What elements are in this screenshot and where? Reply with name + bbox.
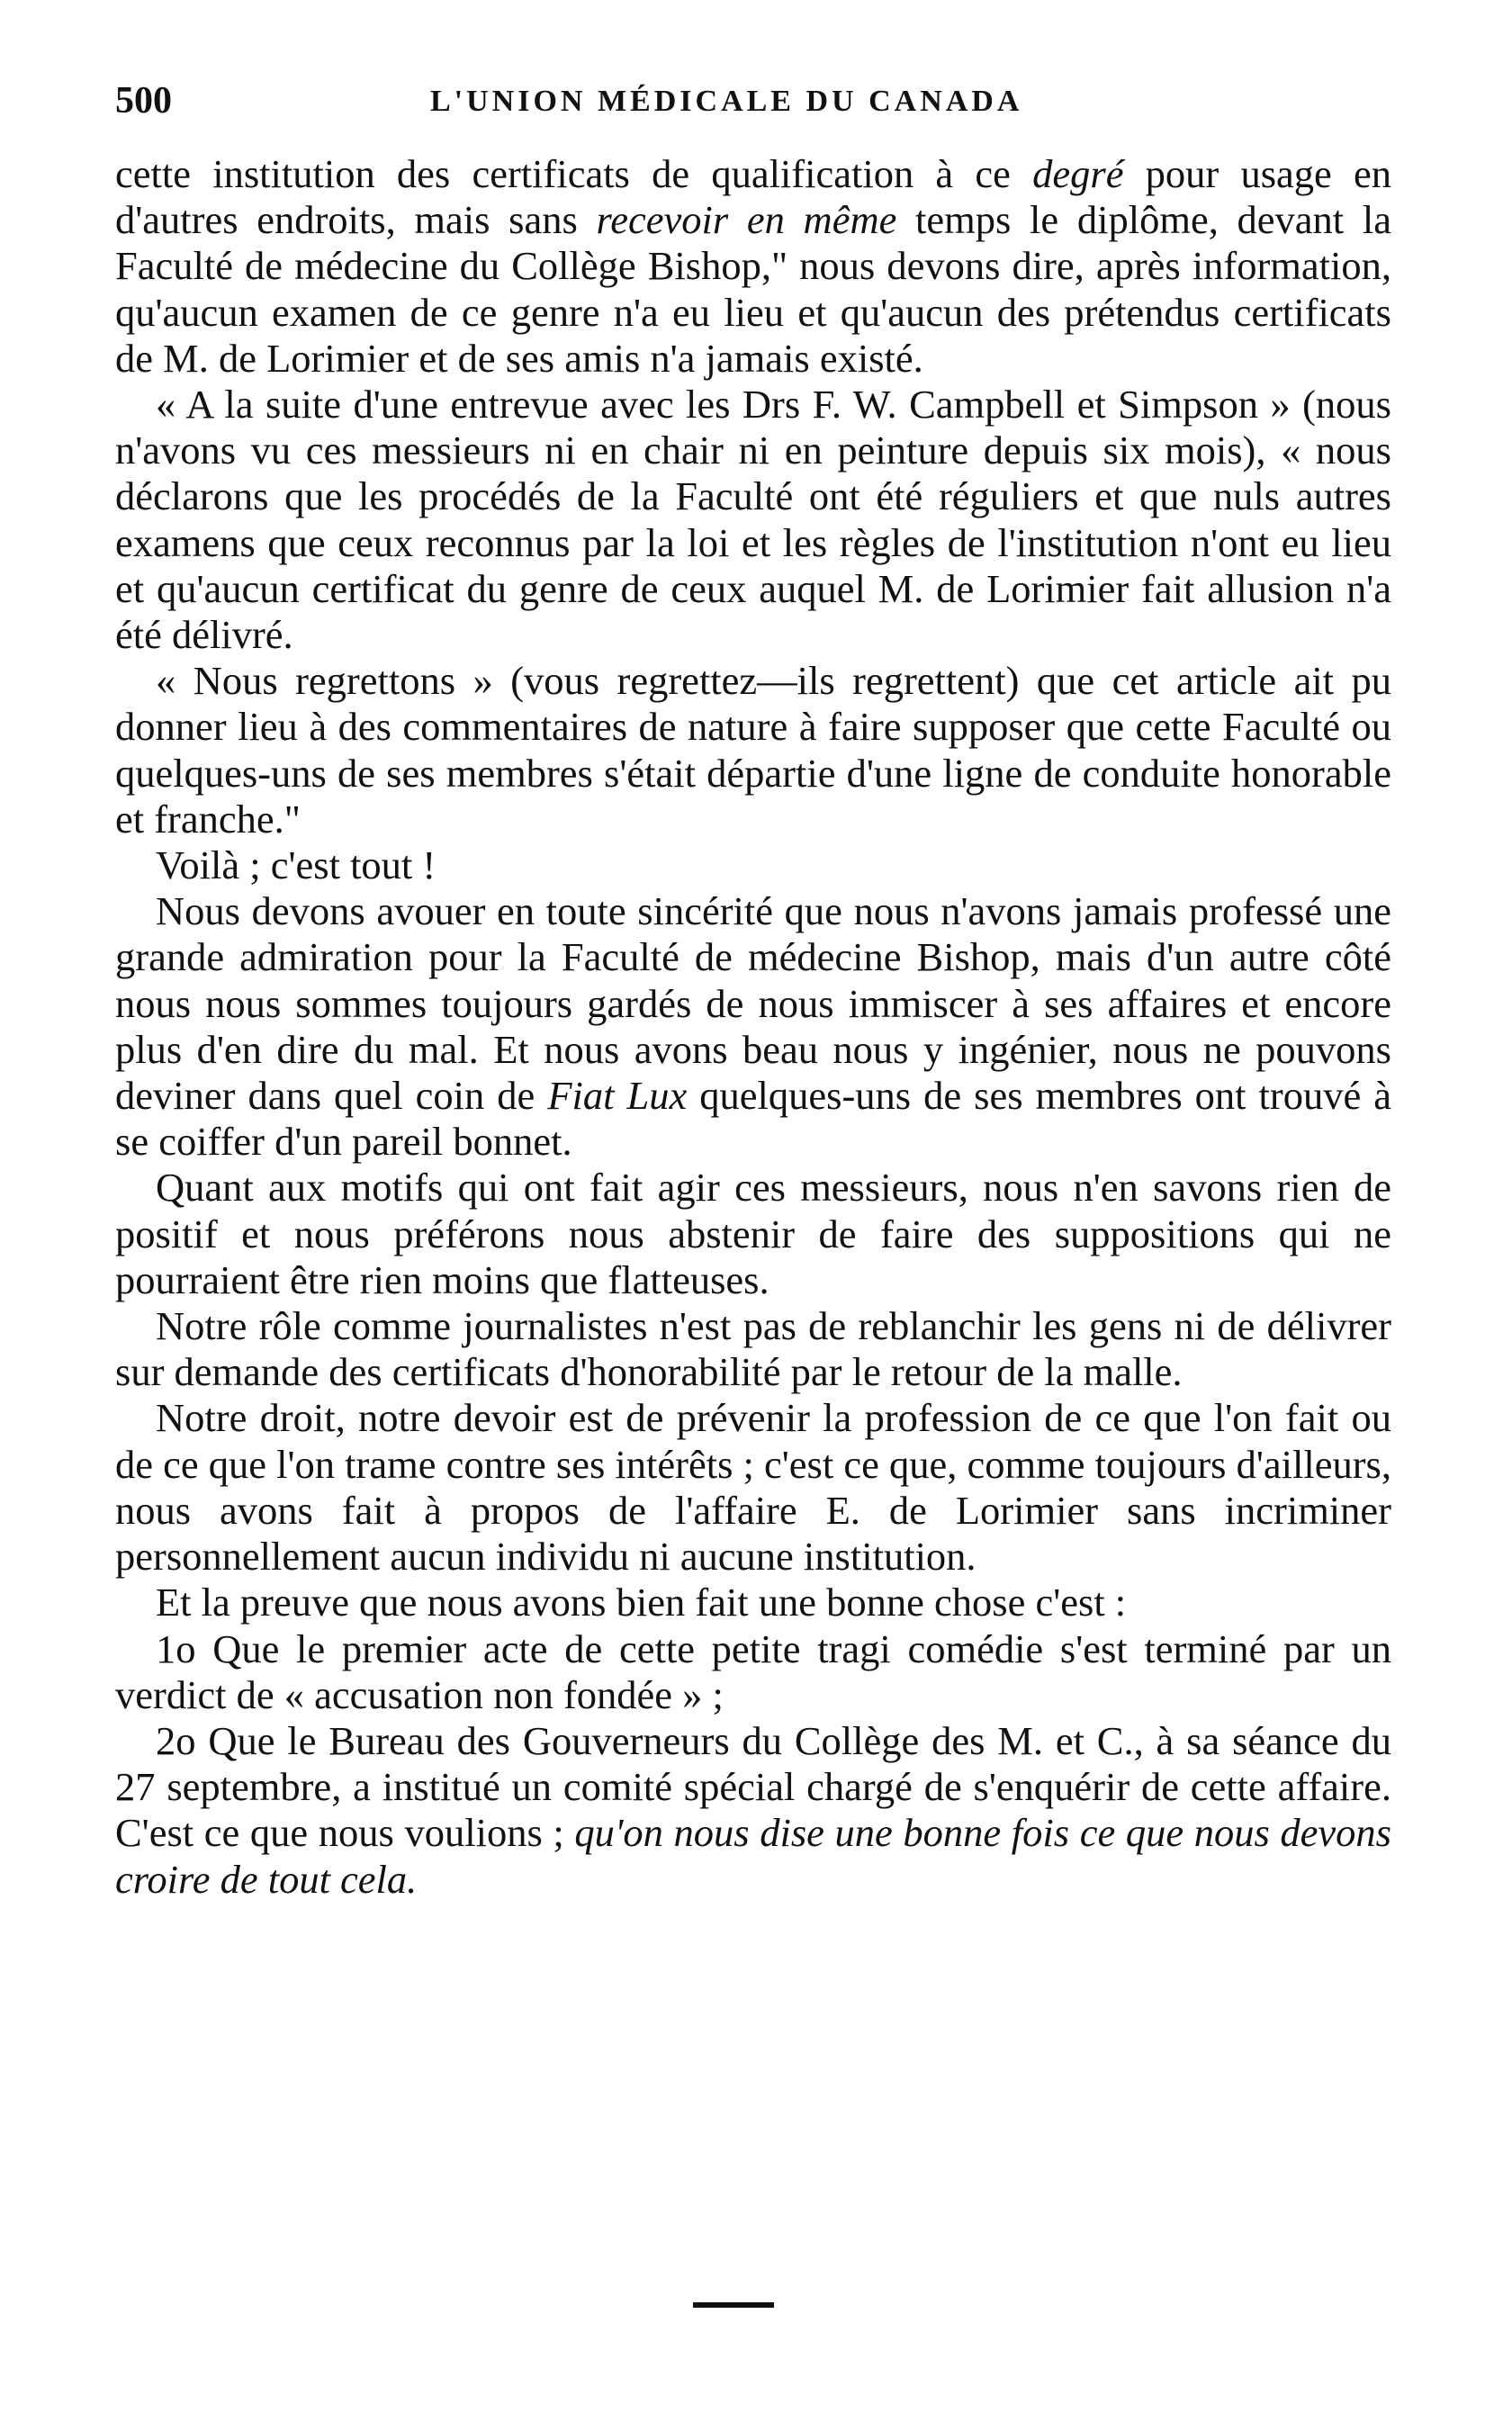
paragraph-4: Voilà ; c'est tout ! (156, 842, 436, 888)
page-header (115, 79, 1393, 133)
paragraph-11-italic: qu'on nous dise une bonne fois ce que nous devons croire de tout cela. (115, 1810, 1391, 1902)
paragraph-7: Notre rôle comme journalistes n'est pas de reblanchir les gens ni de délivrer sur demande des certificats d'honorabilité par le retour de la malle. (115, 1303, 1391, 1395)
paragraph-1-text-c: temps le diplôme, devant la Faculté de médecine du Collège Bishop," nous devons dire, après information, qu'aucun examen de ce genre n'a eu lieu et qu'aucun des prétendus certificats de M. de Lorimier et de ses amis n'a jamais existé. (115, 197, 1391, 381)
page-number: 500 (115, 80, 172, 122)
paragraph-3: « Nous regrettons » (vous regrettez—ils regrettent) que cet article ait pu donner lieu à des commentaires de nature à faire supposer que cette Faculté ou quelques-uns de ses membres s'était départie d'une ligne de conduite honorable et franche." (115, 658, 1391, 842)
paragraph-5 (115, 888, 1391, 1165)
end-rule (693, 2302, 774, 2308)
running-title: L'UNION MÉDICALE DU CANADA (430, 85, 1023, 118)
paragraph-5-text-a: Nous devons avouer en toute sincérité que nous n'avons jamais professé une grande admiration pour la Faculté de médecine Bishop, mais d'un autre côté nous nous sommes toujours gardés de nous immiscer à ses affaires et encore plus d'en dire du mal. Et nous avons beau nous y ingénier, nous ne pouvons deviner dans quel coin de (115, 888, 1391, 1119)
paragraph-2: « A la suite d'une entrevue avec les Drs F. W. Campbell et Simpson » (nous n'avons vu ces messieurs ni en chair ni en peinture depuis six mois), « nous déclarons que les procédés de la Faculté ont été réguliers et que nuls autres examens que ceux reconnus par la loi et les règles de l'institution n'ont eu lieu et qu'aucun certificat du genre de ceux auquel M. de Lorimier fait allusion n'a été délivré. (115, 382, 1391, 658)
paragraph-10: 1o Que le premier acte de cette petite tragi comédie s'est terminé par un verdict de « accusation non fondée » ; (115, 1625, 1391, 1717)
paragraph-5-text-b: quelques-uns de ses membres ont trouvé à se coiffer d'un pareil bonnet. (115, 1073, 1392, 1165)
paragraph-11 (115, 1718, 1391, 1903)
paragraph-8: Notre droit, notre devoir est de prévenir la profession de ce que l'on fait ou de ce que l'on trame contre ses intérêts ; c'est ce que, comme toujours d'ailleurs, nous avons fait à propos de l'affaire E. de Lorimier sans incriminer personnellement aucun individu ni aucune institution. (115, 1395, 1391, 1580)
paragraph-11-text: 2o Que le Bureau des Gouverneurs du Collège des M. et C., à sa séance du 27 septembre, a institué un comité spécial chargé de s'enquérir de cette affaire. C'est ce que nous voulions ; (115, 1717, 1391, 1856)
paragraph-1-italic-1: degré (1032, 151, 1124, 196)
paragraph-1-italic-2: recevoir en même (596, 197, 897, 243)
paragraph-9: Et la preuve que nous avons bien fait une bonne chose c'est : (156, 1580, 1127, 1625)
paragraph-1 (115, 151, 1391, 382)
paragraph-5-italic: Fiat Lux (547, 1073, 688, 1119)
paragraph-1-text-b: pour usage en d'autres endroits, mais sans (115, 151, 1392, 243)
paragraph-1-text-a: cette institution des certificats de qualification à ce (115, 151, 1033, 196)
article-body (115, 151, 1391, 1903)
paragraph-6: Quant aux motifs qui ont fait agir ces messieurs, nous n'en savons rien de positif et nous préférons nous abstenir de faire des suppositions qui ne pourraient être rien moins que flatteuses. (115, 1165, 1391, 1302)
